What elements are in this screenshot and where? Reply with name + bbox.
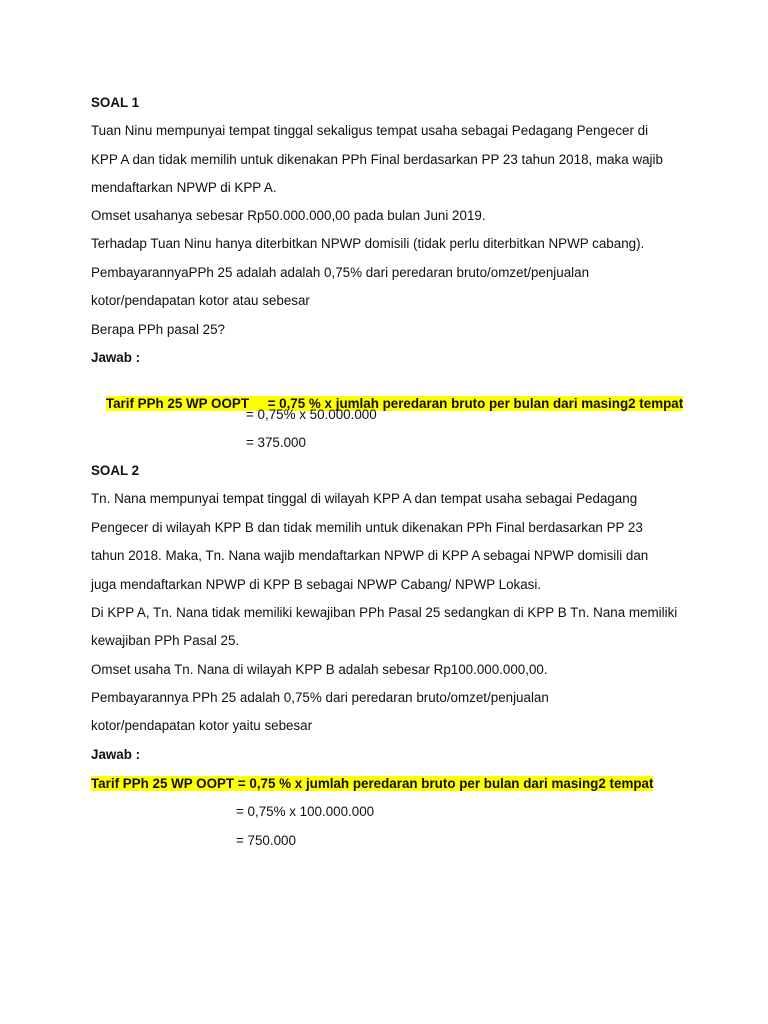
soal1-result: = 375.000 [246, 435, 306, 450]
soal1-line: mendaftarkan NPWP di KPP A. [91, 180, 277, 195]
soal1-line: KPP A dan tidak memilih untuk dikenakan PPh Final berdasarkan PP 23 tahun 2018, maka wajib [91, 152, 663, 167]
soal1-calc-line: = 0,75% x 50.000.000 [246, 407, 377, 422]
soal2-result: = 750.000 [236, 833, 296, 848]
soal1-formula-highlight: Tarif PPh 25 WP OOPT = 0,75 % x jumlah peredaran bruto per bulan dari masing2 tempat [105, 396, 684, 411]
soal2-line: kewajiban PPh Pasal 25. [91, 633, 240, 648]
soal1-line: kotor/pendapatan kotor atau sebesar [91, 293, 310, 308]
soal1-line: Omset usahanya sebesar Rp50.000.000,00 pada bulan Juni 2019. [91, 208, 486, 223]
soal2-formula-highlight: Tarif PPh 25 WP OOPT = 0,75 % x jumlah peredaran bruto per bulan dari masing2 tempat [91, 776, 654, 791]
soal1-line: Berapa PPh pasal 25? [91, 322, 226, 337]
soal1-line: Terhadap Tuan Ninu hanya diterbitkan NPWP domisili (tidak perlu diterbitkan NPWP cabang). [91, 236, 645, 251]
soal2-line: Pembayarannya PPh 25 adalah 0,75% dari peredaran bruto/omzet/penjualan [91, 690, 549, 705]
soal2-line: Di KPP A, Tn. Nana tidak memiliki kewajiban PPh Pasal 25 sedangkan di KPP B Tn. Nana memiliki [91, 605, 678, 620]
soal2-heading: SOAL 2 [91, 463, 140, 478]
soal2-calc-line: = 0,75% x 100.000.000 [236, 804, 375, 819]
soal2-line: Pengecer di wilayah KPP B dan tidak memilih untuk dikenakan PPh Final berdasarkan PP 23 [91, 520, 643, 535]
soal1-heading: SOAL 1 [91, 95, 140, 110]
soal2-answer-label: Jawab : [91, 747, 141, 762]
soal2-line: tahun 2018. Maka, Tn. Nana wajib mendaftarkan NPWP di KPP A sebagai NPWP domisili dan [91, 548, 649, 563]
soal2-line: kotor/pendapatan kotor yaitu sebesar [91, 718, 313, 733]
soal1-line: Tuan Ninu mempunyai tempat tinggal sekaligus tempat usaha sebagai Pedagang Pengecer di [91, 123, 649, 138]
soal1-answer-label: Jawab : [91, 350, 141, 365]
soal2-line: juga mendaftarkan NPWP di KPP B sebagai NPWP Cabang/ NPWP Lokasi. [91, 577, 542, 592]
soal1-line: PembayarannyaPPh 25 adalah adalah 0,75% dari peredaran bruto/omzet/penjualan [91, 265, 590, 280]
soal2-line: Omset usaha Tn. Nana di wilayah KPP B adalah sebesar Rp100.000.000,00. [91, 662, 548, 677]
soal2-line: Tn. Nana mempunyai tempat tinggal di wilayah KPP A dan tempat usaha sebagai Pedagang [91, 491, 638, 506]
